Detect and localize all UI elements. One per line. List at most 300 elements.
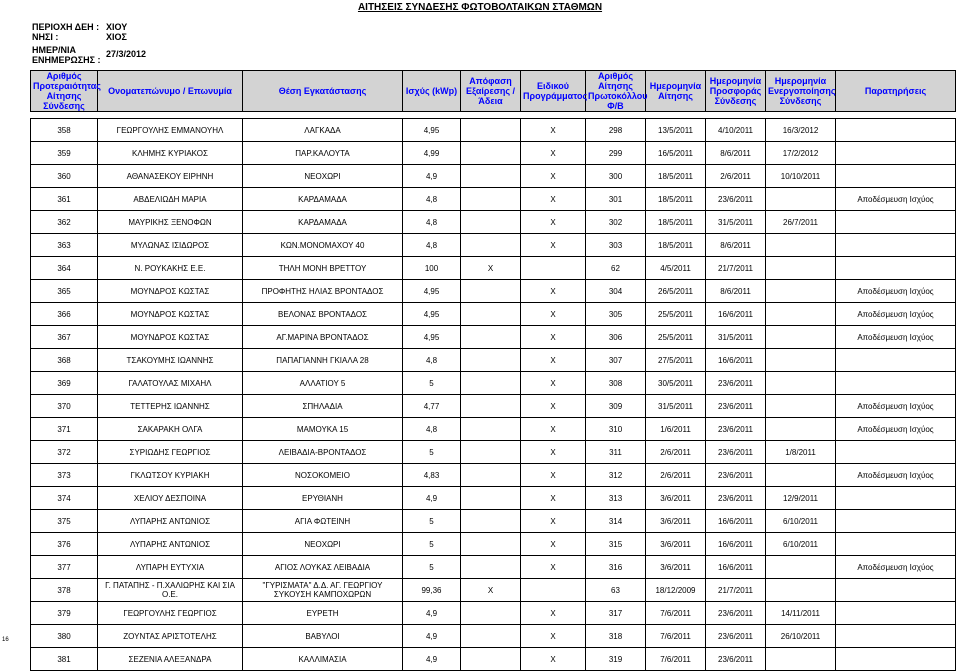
table-row	[31, 487, 956, 510]
island-value: ΧΙΟΣ	[106, 32, 127, 42]
cell-activation-date	[766, 188, 836, 211]
cell-application-date: 3/6/2011	[646, 533, 706, 556]
header-protocol-number: Αριθμός Αίτησης Πρωτοκόλλου Φ/Β	[586, 71, 646, 112]
cell-remarks	[836, 165, 956, 188]
cell-priority: 361	[31, 188, 98, 211]
cell-power: 4,9	[403, 487, 461, 510]
cell-special-program: Χ	[521, 303, 586, 326]
cell-power: 4,8	[403, 349, 461, 372]
cell-remarks	[836, 648, 956, 671]
cell-location: ΛΑΓΚΑΔΑ	[243, 119, 403, 142]
island-label: ΝΗΣΙ :	[32, 32, 59, 42]
cell-offer-date: 23/6/2011	[706, 487, 766, 510]
header-application-date: Ημερομηνία Αίτησης	[646, 71, 706, 112]
cell-location: ΣΠΗΛΑΔΙΑ	[243, 395, 403, 418]
cell-name: ΛΥΠΑΡΗΣ ΑΝΤΩΝΙΟΣ	[98, 533, 243, 556]
cell-protocol: 317	[586, 602, 646, 625]
cell-name: ΓΕΩΡΓΟΥΛΗΣ ΕΜΜΑΝΟΥΗΛ	[98, 119, 243, 142]
cell-power: 4,9	[403, 625, 461, 648]
cell-protocol: 308	[586, 372, 646, 395]
island-row	[32, 32, 127, 42]
cell-priority: 375	[31, 510, 98, 533]
cell-exemption: Χ	[461, 257, 521, 280]
cell-protocol: 319	[586, 648, 646, 671]
table-body	[31, 112, 956, 671]
cell-offer-date: 23/6/2011	[706, 372, 766, 395]
cell-protocol: 300	[586, 165, 646, 188]
table-row	[31, 556, 956, 579]
cell-location: ΑΛΛΑΤΙΟΥ 5	[243, 372, 403, 395]
cell-power: 4,83	[403, 464, 461, 487]
cell-offer-date: 23/6/2011	[706, 464, 766, 487]
cell-location: ΑΓΙΟΣ ΛΟΥΚΑΣ ΛΕΙΒΑΔΙΑ	[243, 556, 403, 579]
cell-name: ΜΑΥΡΙΚΗΣ ΞΕΝΟΦΩΝ	[98, 211, 243, 234]
cell-power: 4,9	[403, 165, 461, 188]
cell-exemption	[461, 648, 521, 671]
cell-exemption	[461, 464, 521, 487]
cell-offer-date: 31/5/2011	[706, 211, 766, 234]
table-row	[31, 625, 956, 648]
cell-application-date: 4/5/2011	[646, 257, 706, 280]
cell-activation-date	[766, 372, 836, 395]
cell-activation-date: 6/10/2011	[766, 510, 836, 533]
cell-priority: 359	[31, 142, 98, 165]
table-row	[31, 257, 956, 280]
cell-exemption	[461, 119, 521, 142]
cell-exemption	[461, 556, 521, 579]
cell-exemption	[461, 533, 521, 556]
cell-application-date: 3/6/2011	[646, 510, 706, 533]
cell-power: 4,95	[403, 119, 461, 142]
cell-location: ΒΕΛΟΝΑΣ ΒΡΟΝΤΑΔΟΣ	[243, 303, 403, 326]
table-row	[31, 648, 956, 671]
cell-activation-date	[766, 579, 836, 602]
table-row	[31, 441, 956, 464]
cell-location: ΝΕΟΧΩΡΙ	[243, 165, 403, 188]
cell-power: 4,95	[403, 303, 461, 326]
cell-activation-date: 26/10/2011	[766, 625, 836, 648]
cell-protocol: 315	[586, 533, 646, 556]
cell-protocol: 304	[586, 280, 646, 303]
header-priority-number: Αριθμός Προτεραιότητας Αίτησης Σύνδεσης	[31, 71, 98, 112]
cell-location: ΚΑΡΔΑΜΑΔΑ	[243, 188, 403, 211]
cell-activation-date	[766, 349, 836, 372]
cell-protocol: 62	[586, 257, 646, 280]
cell-priority: 373	[31, 464, 98, 487]
cell-location: "ΓΥΡΙΣΜΑΤΑ" Δ.Δ. ΑΓ. ΓΕΩΡΓΙΟΥ ΣΥΚΟΥΣΗ ΚΑΜΠΟΧΩΡΩΝ	[243, 579, 403, 602]
cell-application-date: 13/5/2011	[646, 119, 706, 142]
cell-power: 4,9	[403, 648, 461, 671]
cell-application-date: 25/5/2011	[646, 326, 706, 349]
cell-application-date: 18/5/2011	[646, 188, 706, 211]
cell-offer-date: 23/6/2011	[706, 648, 766, 671]
cell-protocol: 312	[586, 464, 646, 487]
cell-special-program: Χ	[521, 602, 586, 625]
cell-special-program	[521, 257, 586, 280]
cell-remarks	[836, 349, 956, 372]
cell-activation-date	[766, 326, 836, 349]
cell-location: ΒΑΒΥΛΟΙ	[243, 625, 403, 648]
cell-special-program: Χ	[521, 211, 586, 234]
cell-remarks	[836, 579, 956, 602]
cell-name: ΚΛΗΜΗΣ ΚΥΡΙΑΚΟΣ	[98, 142, 243, 165]
cell-application-date: 3/6/2011	[646, 556, 706, 579]
page-number: 16	[2, 637, 9, 643]
cell-application-date: 1/6/2011	[646, 418, 706, 441]
table-header-row	[31, 71, 956, 112]
table-row	[31, 303, 956, 326]
cell-exemption: Χ	[461, 579, 521, 602]
cell-protocol: 310	[586, 418, 646, 441]
cell-name: ΑΘΑΝΑΣΕΚΟΥ ΕΙΡΗΝΗ	[98, 165, 243, 188]
cell-priority: 364	[31, 257, 98, 280]
cell-special-program: Χ	[521, 326, 586, 349]
cell-application-date: 25/5/2011	[646, 303, 706, 326]
cell-exemption	[461, 441, 521, 464]
cell-application-date: 27/5/2011	[646, 349, 706, 372]
cell-power: 4,77	[403, 395, 461, 418]
cell-priority: 378	[31, 579, 98, 602]
update-date-label: ΗΜΕΡ/ΝΙΑ ΕΝΗΜΕΡΩΣΗΣ :	[32, 45, 101, 65]
cell-exemption	[461, 418, 521, 441]
cell-remarks: Αποδέσμευση Ισχύος	[836, 556, 956, 579]
header-spacer	[31, 112, 956, 119]
cell-special-program: Χ	[521, 510, 586, 533]
cell-offer-date: 23/6/2011	[706, 188, 766, 211]
cell-exemption	[461, 211, 521, 234]
cell-location: ΠΑΠΑΓΙΑΝΝΗ ΓΚΙΑΛΑ 28	[243, 349, 403, 372]
cell-application-date: 26/5/2011	[646, 280, 706, 303]
table-row	[31, 464, 956, 487]
cell-remarks	[836, 441, 956, 464]
table-row	[31, 602, 956, 625]
cell-application-date: 3/6/2011	[646, 487, 706, 510]
cell-offer-date: 16/6/2011	[706, 349, 766, 372]
cell-application-date: 30/5/2011	[646, 372, 706, 395]
cell-activation-date	[766, 395, 836, 418]
cell-special-program: Χ	[521, 349, 586, 372]
cell-name: Γ. ΠΑΤΑΠΗΣ - Π.ΧΑΛΙΩΡΗΣ ΚΑΙ ΣΙΑ Ο.Ε.	[98, 579, 243, 602]
table-row	[31, 234, 956, 257]
cell-priority: 366	[31, 303, 98, 326]
cell-application-date: 2/6/2011	[646, 464, 706, 487]
applications-table	[30, 70, 956, 671]
header-exemption: Απόφαση Εξαίρεσης / Άδεια	[461, 71, 521, 112]
cell-remarks: Αποδέσμευση Ισχύος	[836, 395, 956, 418]
cell-protocol: 313	[586, 487, 646, 510]
table-row	[31, 326, 956, 349]
cell-exemption	[461, 372, 521, 395]
cell-priority: 376	[31, 533, 98, 556]
cell-offer-date: 23/6/2011	[706, 441, 766, 464]
cell-protocol: 316	[586, 556, 646, 579]
cell-location: ΝΕΟΧΩΡΙ	[243, 533, 403, 556]
cell-offer-date: 23/6/2011	[706, 602, 766, 625]
cell-priority: 362	[31, 211, 98, 234]
cell-priority: 371	[31, 418, 98, 441]
cell-application-date: 7/6/2011	[646, 648, 706, 671]
cell-activation-date	[766, 257, 836, 280]
cell-remarks	[836, 602, 956, 625]
cell-special-program: Χ	[521, 372, 586, 395]
cell-protocol: 309	[586, 395, 646, 418]
cell-remarks: Αποδέσμευση Ισχύος	[836, 326, 956, 349]
cell-location: ΑΓΙΑ ΦΩΤΕΙΝΗ	[243, 510, 403, 533]
cell-application-date: 18/12/2009	[646, 579, 706, 602]
cell-exemption	[461, 142, 521, 165]
cell-power: 4,99	[403, 142, 461, 165]
cell-special-program: Χ	[521, 648, 586, 671]
cell-special-program: Χ	[521, 234, 586, 257]
cell-location: ΕΡΥΘΙΑΝΗ	[243, 487, 403, 510]
cell-offer-date: 21/7/2011	[706, 257, 766, 280]
cell-name: ΓΑΛΑΤΟΥΛΑΣ ΜΙΧΑΗΛ	[98, 372, 243, 395]
cell-activation-date: 16/3/2012	[766, 119, 836, 142]
table-row	[31, 533, 956, 556]
header-offer-date: Ημερομηνία Προσφοράς Σύνδεσης	[706, 71, 766, 112]
cell-application-date: 16/5/2011	[646, 142, 706, 165]
cell-offer-date: 16/6/2011	[706, 510, 766, 533]
cell-special-program: Χ	[521, 165, 586, 188]
cell-name: ΣΑΚΑΡΑΚΗ ΟΛΓΑ	[98, 418, 243, 441]
cell-power: 4,95	[403, 326, 461, 349]
cell-remarks: Αποδέσμευση Ισχύος	[836, 188, 956, 211]
cell-priority: 372	[31, 441, 98, 464]
cell-special-program: Χ	[521, 188, 586, 211]
cell-remarks	[836, 257, 956, 280]
cell-activation-date: 6/10/2011	[766, 533, 836, 556]
cell-location: ΝΟΣΟΚΟΜΕΙΟ	[243, 464, 403, 487]
cell-exemption	[461, 326, 521, 349]
table-row	[31, 510, 956, 533]
cell-offer-date: 16/6/2011	[706, 556, 766, 579]
cell-special-program: Χ	[521, 119, 586, 142]
cell-power: 4,8	[403, 188, 461, 211]
cell-power: 4,8	[403, 211, 461, 234]
cell-name: ΑΒΔΕΛΙΩΔΗ ΜΑΡΙΑ	[98, 188, 243, 211]
cell-name: ΜΟΥΝΔΡΟΣ ΚΩΣΤΑΣ	[98, 280, 243, 303]
cell-special-program: Χ	[521, 395, 586, 418]
cell-priority: 374	[31, 487, 98, 510]
cell-location: ΕΥΡΕΤΗ	[243, 602, 403, 625]
cell-name: ΛΥΠΑΡΗ ΕΥΤΥΧΙΑ	[98, 556, 243, 579]
cell-name: ΖΟΥΝΤΑΣ ΑΡΙΣΤΟΤΕΛΗΣ	[98, 625, 243, 648]
cell-protocol: 314	[586, 510, 646, 533]
cell-offer-date: 16/6/2011	[706, 303, 766, 326]
header-location: Θέση Εγκατάστασης	[243, 71, 403, 112]
cell-name: ΛΥΠΑΡΗΣ ΑΝΤΩΝΙΟΣ	[98, 510, 243, 533]
cell-name: ΧΕΛΙΟΥ ΔΕΣΠΟΙΝΑ	[98, 487, 243, 510]
cell-priority: 369	[31, 372, 98, 395]
cell-special-program: Χ	[521, 418, 586, 441]
cell-name: ΣΕΖΕΝΙΑ ΑΛΕΞΑΝΔΡΑ	[98, 648, 243, 671]
cell-offer-date: 23/6/2011	[706, 418, 766, 441]
cell-remarks	[836, 211, 956, 234]
cell-remarks	[836, 533, 956, 556]
cell-exemption	[461, 349, 521, 372]
cell-exemption	[461, 165, 521, 188]
cell-power: 5	[403, 441, 461, 464]
table-row	[31, 119, 956, 142]
cell-application-date: 31/5/2011	[646, 395, 706, 418]
cell-remarks	[836, 119, 956, 142]
cell-exemption	[461, 625, 521, 648]
cell-activation-date: 1/8/2011	[766, 441, 836, 464]
cell-power: 100	[403, 257, 461, 280]
cell-protocol: 303	[586, 234, 646, 257]
table-row	[31, 280, 956, 303]
cell-exemption	[461, 602, 521, 625]
cell-name: ΓΕΩΡΓΟΥΛΗΣ ΓΕΩΡΓΙΟΣ	[98, 602, 243, 625]
cell-offer-date: 2/6/2011	[706, 165, 766, 188]
cell-priority: 360	[31, 165, 98, 188]
cell-power: 4,9	[403, 602, 461, 625]
cell-protocol: 298	[586, 119, 646, 142]
cell-offer-date: 16/6/2011	[706, 533, 766, 556]
cell-exemption	[461, 487, 521, 510]
cell-remarks	[836, 625, 956, 648]
cell-power: 5	[403, 533, 461, 556]
cell-priority: 358	[31, 119, 98, 142]
cell-remarks	[836, 487, 956, 510]
cell-application-date: 7/6/2011	[646, 602, 706, 625]
cell-priority: 381	[31, 648, 98, 671]
cell-exemption	[461, 510, 521, 533]
table-row	[31, 165, 956, 188]
cell-offer-date: 23/6/2011	[706, 395, 766, 418]
cell-location: ΤΗΛΗ ΜΟΝΗ ΒΡΕΤΤΟΥ	[243, 257, 403, 280]
table-row	[31, 188, 956, 211]
cell-special-program: Χ	[521, 280, 586, 303]
cell-activation-date: 14/11/2011	[766, 602, 836, 625]
cell-name: ΜΟΥΝΔΡΟΣ ΚΩΣΤΑΣ	[98, 326, 243, 349]
cell-offer-date: 31/5/2011	[706, 326, 766, 349]
table-row	[31, 142, 956, 165]
cell-power: 5	[403, 556, 461, 579]
table-row	[31, 395, 956, 418]
region-value: ΧΙΟΥ	[106, 22, 128, 32]
cell-location: ΠΑΡ.ΚΑΛΟΥΤΑ	[243, 142, 403, 165]
cell-activation-date	[766, 648, 836, 671]
cell-offer-date: 21/7/2011	[706, 579, 766, 602]
cell-remarks: Αποδέσμευση Ισχύος	[836, 280, 956, 303]
cell-exemption	[461, 395, 521, 418]
cell-priority: 368	[31, 349, 98, 372]
cell-location: ΑΓ.ΜΑΡΙΝΑ ΒΡΟΝΤΑΔΟΣ	[243, 326, 403, 349]
cell-exemption	[461, 188, 521, 211]
update-date-row	[32, 45, 146, 65]
cell-name: ΤΕΤΤΕΡΗΣ ΙΩΑΝΝΗΣ	[98, 395, 243, 418]
cell-protocol: 63	[586, 579, 646, 602]
cell-activation-date	[766, 418, 836, 441]
cell-protocol: 306	[586, 326, 646, 349]
cell-priority: 370	[31, 395, 98, 418]
cell-remarks: Αποδέσμευση Ισχύος	[836, 418, 956, 441]
cell-name: ΓΚΛΩΤΣΟΥ ΚΥΡΙΑΚΗ	[98, 464, 243, 487]
header-special-program: Ειδικού Προγράμματος	[521, 71, 586, 112]
cell-name: ΤΣΑΚΟΥΜΗΣ ΙΩΑΝΝΗΣ	[98, 349, 243, 372]
cell-special-program: Χ	[521, 441, 586, 464]
cell-activation-date: 17/2/2012	[766, 142, 836, 165]
cell-priority: 377	[31, 556, 98, 579]
table-row	[31, 349, 956, 372]
cell-activation-date	[766, 464, 836, 487]
cell-application-date: 7/6/2011	[646, 625, 706, 648]
cell-offer-date: 8/6/2011	[706, 280, 766, 303]
header-remarks: Παρατηρήσεις	[836, 71, 956, 112]
cell-power: 4,8	[403, 234, 461, 257]
table-row	[31, 211, 956, 234]
cell-priority: 367	[31, 326, 98, 349]
cell-location: ΛΕΙΒΑΔΙΑ-ΒΡΟΝΤΑΔΟΣ	[243, 441, 403, 464]
cell-location: ΚΩΝ.ΜΟΝΟΜΑΧΟΥ 40	[243, 234, 403, 257]
cell-name: ΣΥΡΙΩΔΗΣ ΓΕΩΡΓΙΟΣ	[98, 441, 243, 464]
cell-location: ΚΑΡΔΑΜΑΔΑ	[243, 211, 403, 234]
table-row	[31, 372, 956, 395]
cell-special-program: Χ	[521, 487, 586, 510]
cell-application-date: 18/5/2011	[646, 234, 706, 257]
table-row	[31, 579, 956, 602]
cell-special-program: Χ	[521, 533, 586, 556]
cell-remarks: Αποδέσμευση Ισχύος	[836, 303, 956, 326]
cell-activation-date	[766, 556, 836, 579]
cell-power: 5	[403, 510, 461, 533]
cell-activation-date: 26/7/2011	[766, 211, 836, 234]
cell-priority: 380	[31, 625, 98, 648]
cell-location: ΜΑΜΟΥΚΑ 15	[243, 418, 403, 441]
cell-application-date: 2/6/2011	[646, 441, 706, 464]
cell-protocol: 305	[586, 303, 646, 326]
header-activation-date: Ημερομηνία Ενεργοποίησης Σύνδεσης	[766, 71, 836, 112]
cell-power: 4,8	[403, 418, 461, 441]
cell-remarks	[836, 234, 956, 257]
cell-protocol: 318	[586, 625, 646, 648]
cell-remarks	[836, 510, 956, 533]
region-label: ΠΕΡΙΟΧΗ ΔΕΗ :	[32, 22, 100, 32]
cell-offer-date: 8/6/2011	[706, 234, 766, 257]
cell-location: ΚΑΛΛΙΜΑΣΙΑ	[243, 648, 403, 671]
table-row	[31, 418, 956, 441]
cell-name: ΜΥΛΩΝΑΣ ΙΣΙΔΩΡΟΣ	[98, 234, 243, 257]
cell-special-program: Χ	[521, 556, 586, 579]
cell-name: Ν. ΡΟΥΚΑΚΗΣ Ε.Ε.	[98, 257, 243, 280]
cell-application-date: 18/5/2011	[646, 165, 706, 188]
cell-protocol: 307	[586, 349, 646, 372]
update-date-value: 27/3/2012	[106, 49, 147, 59]
cell-offer-date: 4/10/2011	[706, 119, 766, 142]
page-title: ΑΙΤΗΣΕΙΣ ΣΥΝΔΕΣΗΣ ΦΩΤΟΒΟΛΤΑΙΚΩΝ ΣΤΑΘΜΩΝ	[357, 2, 603, 13]
cell-activation-date	[766, 234, 836, 257]
cell-priority: 365	[31, 280, 98, 303]
cell-exemption	[461, 280, 521, 303]
cell-application-date: 18/5/2011	[646, 211, 706, 234]
cell-exemption	[461, 234, 521, 257]
header-power: Ισχύς (kWp)	[403, 71, 461, 112]
cell-priority: 379	[31, 602, 98, 625]
cell-priority: 363	[31, 234, 98, 257]
cell-special-program: Χ	[521, 625, 586, 648]
cell-power: 5	[403, 372, 461, 395]
cell-activation-date	[766, 280, 836, 303]
cell-special-program: Χ	[521, 464, 586, 487]
cell-remarks: Αποδέσμευση Ισχύος	[836, 464, 956, 487]
cell-special-program	[521, 579, 586, 602]
header-name: Ονοματεπώνυμο / Επωνυμία	[98, 71, 243, 112]
cell-activation-date	[766, 303, 836, 326]
cell-offer-date: 8/6/2011	[706, 142, 766, 165]
cell-location: ΠΡΟΦΗΤΗΣ ΗΛΙΑΣ ΒΡΟΝΤΑΔΟΣ	[243, 280, 403, 303]
cell-activation-date: 10/10/2011	[766, 165, 836, 188]
